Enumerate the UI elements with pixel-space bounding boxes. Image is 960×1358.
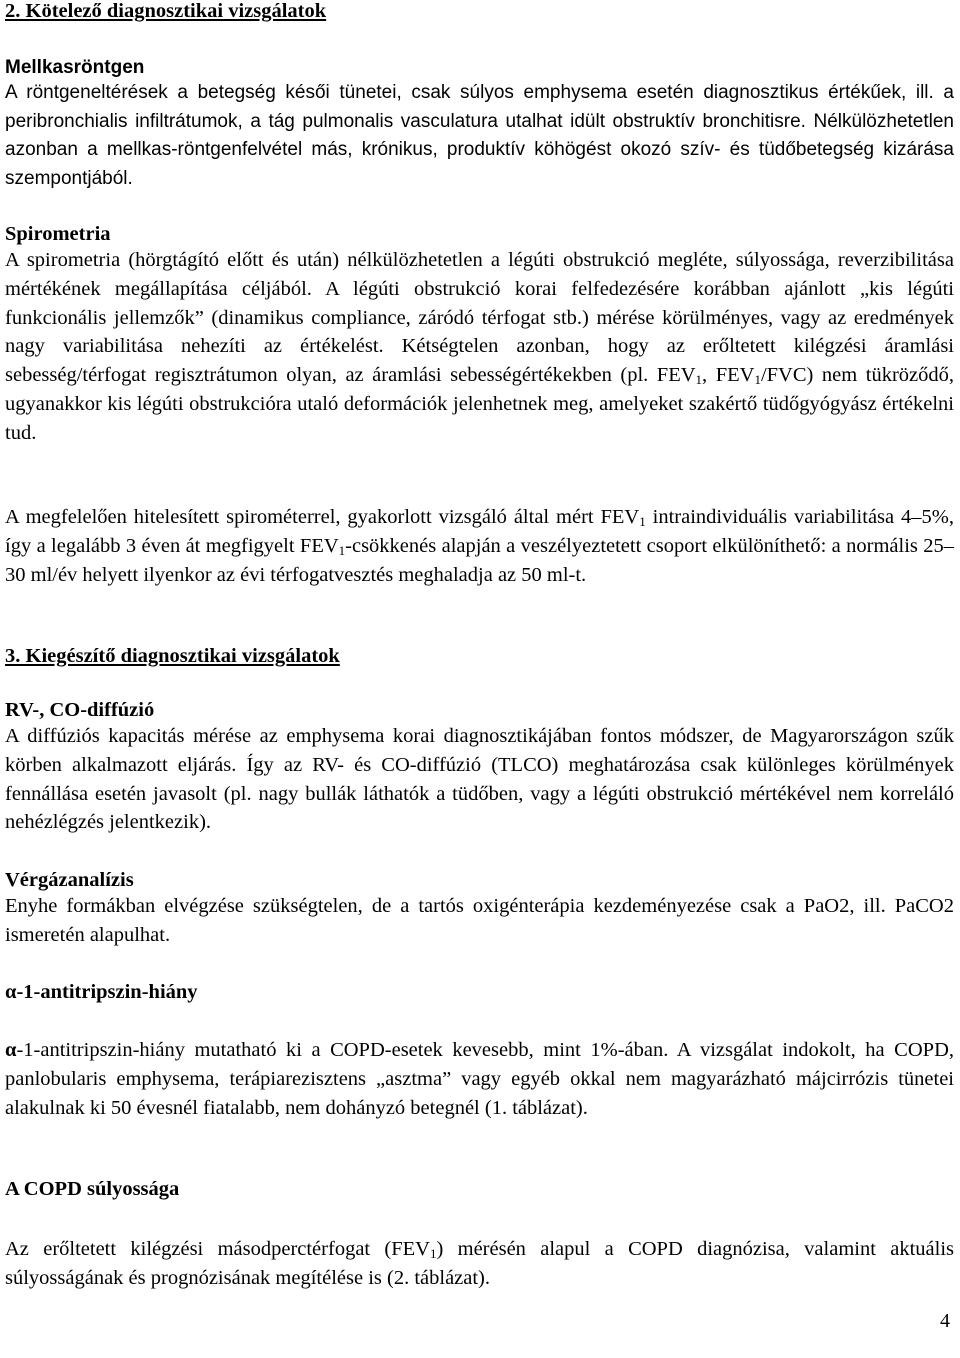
alpha-text: -1-antitripszin-hiány mutatható ki a COPD-esetek kevesebb, mint 1%-ában. A vizsgálat indokolt, ha COPD, panlobularis emphysema, terápiarezisztens „asztma” vagy egyéb okkal nem magyarázható májcirrózis tünetei alakulnak ki 50 évesnél fiatalabb, nem dohányzó betegnél (1. táblázat). — [5, 1039, 954, 1119]
mellkas-paragraph: A röntgeneltérések a betegség késői tünetei, csak súlyos emphysema esetén diagnosztikus értékűek, ill. a peribronchialis infiltrátumok, a tág pulmonalis vasculatura utalhat idült obstruktív bronchitisre. Nélkülözhetetlen azonban a mellkas-röntgenfelvétel más, krónikus, produktív köhögést okozó szív- és tüdőbetegség kizárása szempontjából. — [5, 82, 954, 189]
rvco-block — [5, 699, 954, 837]
alpha-paragraph — [5, 1036, 954, 1122]
spiro-p2-text-b: intraindividuális variabilitása 4–5%, így a legalább 3 éven át megfigyelt FEV — [5, 506, 954, 557]
fev1-subscript: 1 — [639, 514, 646, 529]
verg-paragraph: Enyhe formákban elvégzése szükségtelen, de a tartós oxigénterápia kezdeményezése csak a PaO2, ill. PaCO2 ismeretén alapulhat. — [5, 895, 954, 946]
verg-heading: Vérgázanalízis — [5, 869, 134, 891]
spiro-p1-text-a: A spirometria (hörgtágító előtt és után) nélkülözhetetlen a légúti obstrukció megléte, súlyossága, reverzibilitása mértékének megállapítása céljából. A légúti obstrukció korai felfedezésére korábban ajánlott „kis légúti funkcionális jellemzők” (dinamikus compliance, záródó térfogat stb.) mérése körülményes, vagy az eredmények nagy variabilitása nehezíti az értékelést. Kétségtelen azonban, hogy az erőltetett kilégzési áramlási sebesség/térfogat regisztrátumon olyan, az áramlási sebességértékekben (pl. FEV — [5, 249, 954, 387]
spiro-p1-text-b: , FEV — [702, 364, 755, 387]
mellkas-block — [5, 57, 954, 193]
sulyos-heading: A COPD súlyossága — [5, 1178, 180, 1200]
rvco-paragraph: A diffúziós kapacitás mérése az emphysema korai diagnosztikájában fontos módszer, de Magyarországon szűk körben alkalmazott eljárás. Így az RV- és CO-diffúzió (TLCO) meghatározása csak különleges körülmények fennállása esetén javasolt (pl. nagy bullák láthatók a tüdőben, vagy a légúti obstrukció mértékével nem korreláló nehézlégzés jelentkezik). — [5, 725, 954, 834]
alpha-symbol: α — [5, 1039, 17, 1061]
alpha-heading: α-1-antitripszin-hiány — [5, 981, 198, 1003]
spiro-p1-text-c: /FVC) nem tükröződő, ugyanakkor kis légúti obstrukcióra utaló deformációk jelenhetnek meg, amelyeket szakértő tüdőgyógyász értékelni tud. — [5, 364, 954, 444]
sulyos-text-a: Az erőltetett kilégzési másodperctérfogat (FEV — [5, 1238, 430, 1260]
sulyos-paragraph-block — [5, 1235, 954, 1293]
sulyos-paragraph — [5, 1235, 954, 1293]
section-2-title: 2. Kötelező diagnosztikai vizsgálatok — [5, 0, 327, 22]
mellkas-heading: Mellkasröntgen — [5, 57, 145, 78]
alpha-paragraph-block — [5, 1036, 954, 1122]
alpha-block — [5, 981, 954, 1004]
fev1-subscript: 1 — [754, 372, 761, 388]
spirometria-block — [5, 223, 954, 448]
section-3-heading — [5, 645, 954, 668]
fev1-subscript: 1 — [338, 542, 346, 558]
sulyos-text-b: ) mérésén alapul a COPD diagnózisa, valamint aktuális súlyosságának és prognózisának megítélése is (2. táblázat). — [5, 1238, 954, 1289]
rvco-heading: RV-, CO-diffúzió — [5, 699, 155, 721]
fev1-subscript: 1 — [695, 372, 703, 388]
spirometria-paragraph-1 — [5, 246, 954, 448]
spiro-p2-text-a: A megfelelően hitelesített spirométerrel, gyakorlott vizsgáló által mért FEV — [5, 506, 640, 528]
verg-block — [5, 869, 954, 950]
spirometria-heading: Spirometria — [5, 223, 111, 245]
fev1-subscript: 1 — [429, 1246, 437, 1261]
section-2-heading — [5, 0, 954, 23]
spiro-p2-text-c: -csökkenés alapján a veszélyeztetett csoport elkülöníthető: a normális 25–30 ml/év helyett ilyenkor az évi térfogatvesztés meghaladja az 50 ml-t. — [5, 534, 954, 586]
spirometria-paragraph-2 — [5, 503, 954, 589]
spirometria-block-2 — [5, 503, 954, 589]
page-number: 4 — [940, 1310, 950, 1332]
sulyos-block — [5, 1178, 954, 1201]
section-3-title: 3. Kiegészítő diagnosztikai vizsgálatok — [5, 645, 340, 667]
